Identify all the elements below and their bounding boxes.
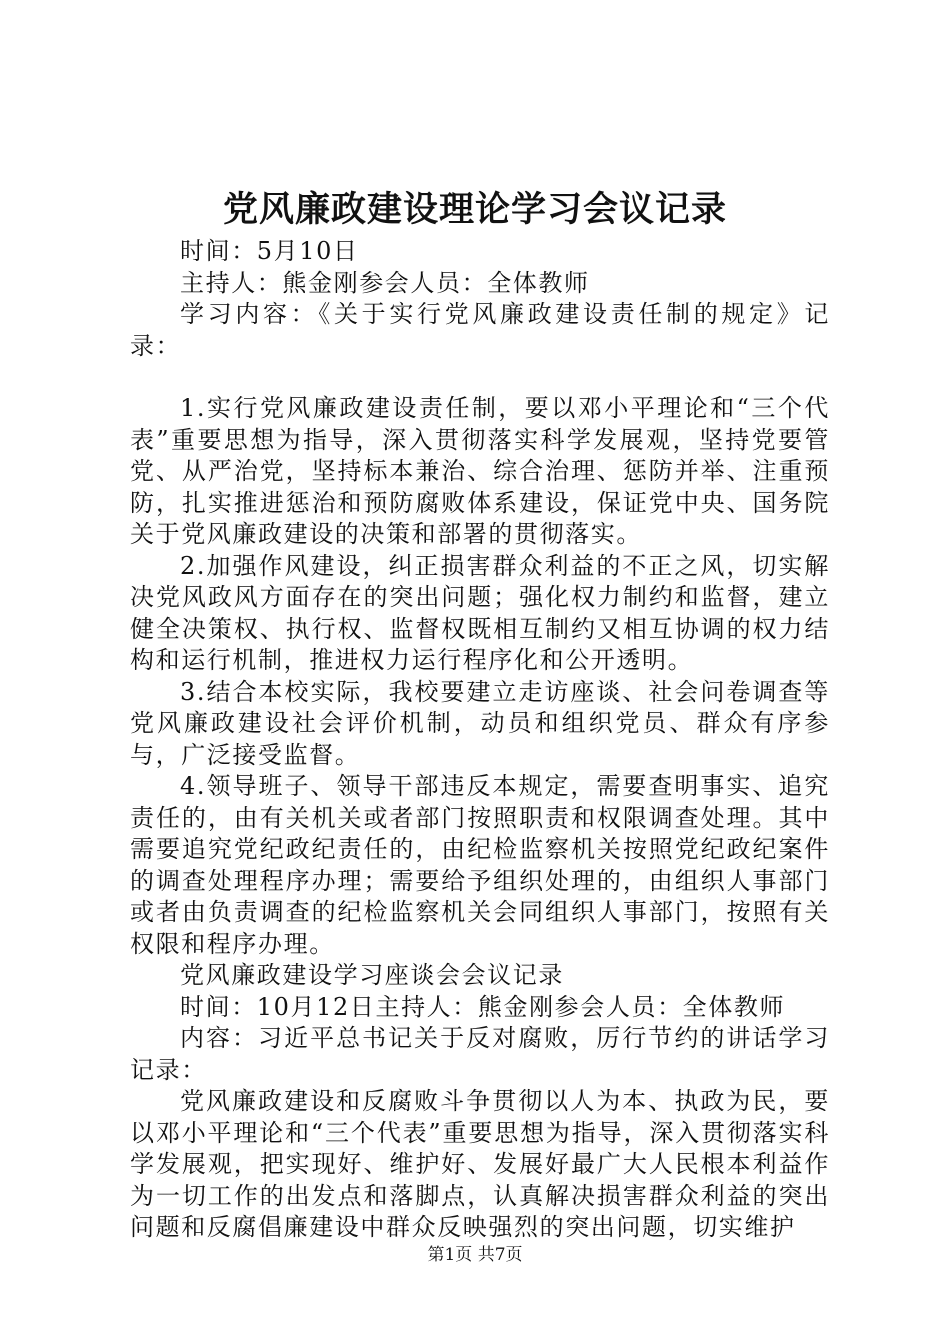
- item-1: 1.实行党风廉政建设责任制，要以邓小平理论和“三个代表”重要思想为指导，深入贯彻落实科学发展观，坚持党要管党、从严治党，坚持标本兼治、综合治理、惩防并举、注重预防，扎实推进惩治和预防腐败体系建设，保证党中央、国务院关于党风廉政建设的决策和部署的贯彻落实。: [130, 394, 830, 548]
- item-3: 3.结合本校实际，我校要建立走访座谈、社会问卷调查等党风廉政建设社会评价机制，动员和组织党员、群众有序参与，广泛接受监督。: [130, 677, 830, 769]
- document-body: [130, 236, 830, 1244]
- document-title: 党风廉政建设理论学习会议记录: [222, 189, 727, 230]
- meeting2-time-host: 时间：10月12日主持人：熊金刚参会人员：全体教师: [180, 992, 786, 1021]
- meeting1-content: 学习内容：《关于实行党风廉政建设责任制的规定》记录：: [130, 300, 830, 360]
- item-4: 4.领导班子、领导干部违反本规定，需要查明事实、追究责任的，由有关机关或者部门按照职责和权限调查处理。其中需要追究党纪政纪责任的，由纪检监察机关按照党纪政纪案件的调查处理程序办理；需要给予组织处理的，由组织人事部门或者由负责调查的纪检监察机关会同组织人事部门，按照有关权限和程序办理。: [130, 772, 830, 958]
- blank-line: [130, 362, 830, 393]
- page-number-footer: 第1页 共7页: [427, 1245, 523, 1265]
- meeting2-heading: 党风廉政建设学习座谈会会议记录: [180, 961, 564, 989]
- meeting1-host-attendees: 主持人：熊金刚参会人员：全体教师: [180, 268, 590, 297]
- item-2: 2.加强作风建设，纠正损害群众利益的不正之风，切实解决党风政风方面存在的突出问题；强化权力制约和监督，建立健全决策权、执行权、监督权既相互制约又相互协调的权力结构和运行机制，推进权力运行程序化和公开透明。: [130, 551, 830, 674]
- meeting1-time: 时间：5月10日: [180, 237, 359, 265]
- meeting2-content: 内容：习近平总书记关于反对腐败，厉行节约的讲话学习记录：: [130, 1024, 830, 1084]
- meeting2-paragraph: 党风廉政建设和反腐败斗争贯彻以人为本、执政为民，要以邓小平理论和“三个代表”重要思想为指导，深入贯彻落实科学发展观，把实现好、维护好、发展好最广大人民根本利益作为一切工作的出发点和落脚点，认真解决损害群众利益的突出问题和反腐倡廉建设中群众反映强烈的突出问题，切实维护: [130, 1087, 830, 1241]
